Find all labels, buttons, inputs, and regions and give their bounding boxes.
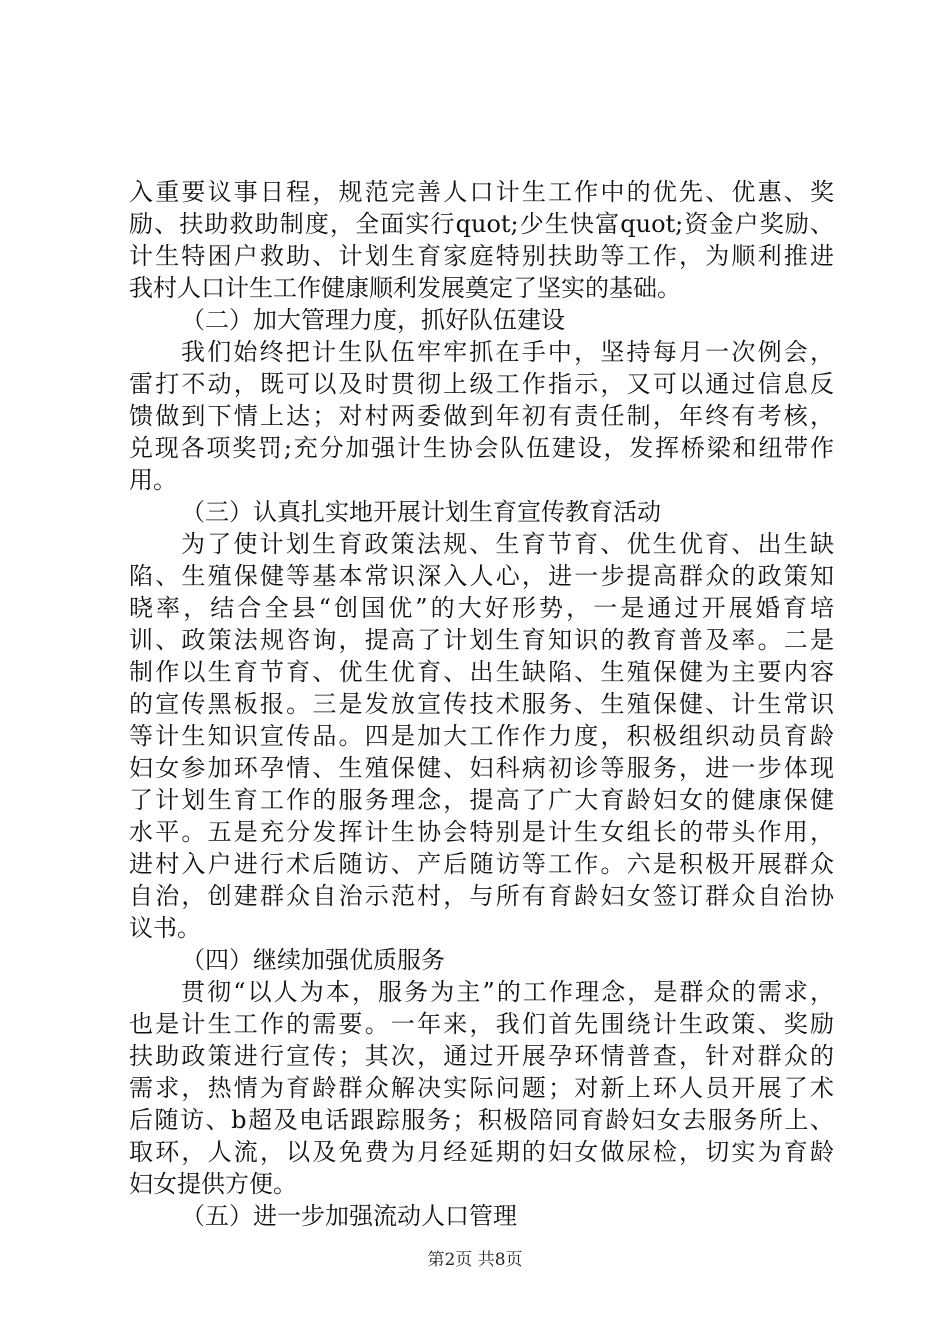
text-line: 馈做到下情上达；对村两委做到年初有责任制，年终有考核， <box>129 402 834 430</box>
text-line: （三）认真扎实地开展计划生育宣传教育活动 <box>181 498 661 526</box>
text-line: 雷打不动，既可以及时贯彻上级工作指示，又可以通过信息反 <box>129 370 834 398</box>
text-line: 用。 <box>129 466 177 494</box>
document-body <box>129 176 834 1232</box>
text-line: 为了使计划生育政策法规、生育节育、优生优育、出生缺 <box>181 530 834 558</box>
text-line: 的宣传黑板报。三是发放宣传技术服务、生殖保健、计生常识 <box>129 690 834 718</box>
text-line: 也是计生工作的需要。一年来，我们首先围绕计生政策、奖励 <box>129 1010 834 1038</box>
text-line: 扶助政策进行宣传；其次，通过开展孕环情普查，针对群众的 <box>129 1042 834 1070</box>
text-line: 晓率，结合全县“创国优”的大好形势，一是通过开展婚育培 <box>129 594 834 622</box>
text-line: 我们始终把计生队伍牢牢抓在手中，坚持每月一次例会， <box>181 338 834 366</box>
text-line: 励、扶助救助制度，全面实行quot;少生快富quot;资金户奖励、 <box>129 210 834 238</box>
text-line: 自治，创建群众自治示范村，与所有育龄妇女签订群众自治协 <box>129 882 834 910</box>
text-line: 妇女提供方便。 <box>129 1170 297 1198</box>
text-line: 议书。 <box>129 914 201 942</box>
text-line: 制作以生育节育、优生优育、出生缺陷、生殖保健为主要内容 <box>129 658 834 686</box>
text-line: 需求，热情为育龄群众解决实际问题；对新上环人员开展了术 <box>129 1074 834 1102</box>
text-line: 陷、生殖保健等基本常识深入人心，进一步提高群众的政策知 <box>129 562 834 590</box>
text-line: 计生特困户救助、计划生育家庭特别扶助等工作，为顺利推进 <box>129 242 834 270</box>
text-line: 入重要议事日程，规范完善人口计生工作中的优先、优惠、奖 <box>129 178 834 206</box>
text-line: 取环，人流，以及免费为月经延期的妇女做尿检，切实为育龄 <box>129 1138 834 1166</box>
text-line: 进村入户进行术后随访、产后随访等工作。六是积极开展群众 <box>129 850 834 878</box>
text-line: （四）继续加强优质服务 <box>181 946 445 974</box>
text-line: （二）加大管理力度，抓好队伍建设 <box>181 306 565 334</box>
text-line: 我村人口计生工作健康顺利发展奠定了坚实的基础。 <box>129 274 681 302</box>
page-footer: 第2页 共8页 <box>427 1250 523 1270</box>
text-line: 兑现各项奖罚;充分加强计生协会队伍建设，发挥桥梁和纽带作 <box>129 434 834 462</box>
text-line: 训、政策法规咨询，提高了计划生育知识的教育普及率。二是 <box>129 626 834 654</box>
text-line: 等计生知识宣传品。四是加大工作作力度，积极组织动员育龄 <box>129 722 834 750</box>
text-line: 妇女参加环孕情、生殖保健、妇科病初诊等服务，进一步体现 <box>129 754 834 782</box>
text-line: 了计划生育工作的服务理念，提高了广大育龄妇女的健康保健 <box>129 786 834 814</box>
text-line: （五）进一步加强流动人口管理 <box>181 1202 517 1230</box>
text-line: 贯彻“以人为本，服务为主”的工作理念，是群众的需求， <box>181 978 834 1006</box>
text-line: 水平。五是充分发挥计生协会特别是计生女组长的带头作用， <box>129 818 834 846</box>
text-line: 后随访、b超及电话跟踪服务；积极陪同育龄妇女去服务所上、 <box>129 1106 834 1134</box>
